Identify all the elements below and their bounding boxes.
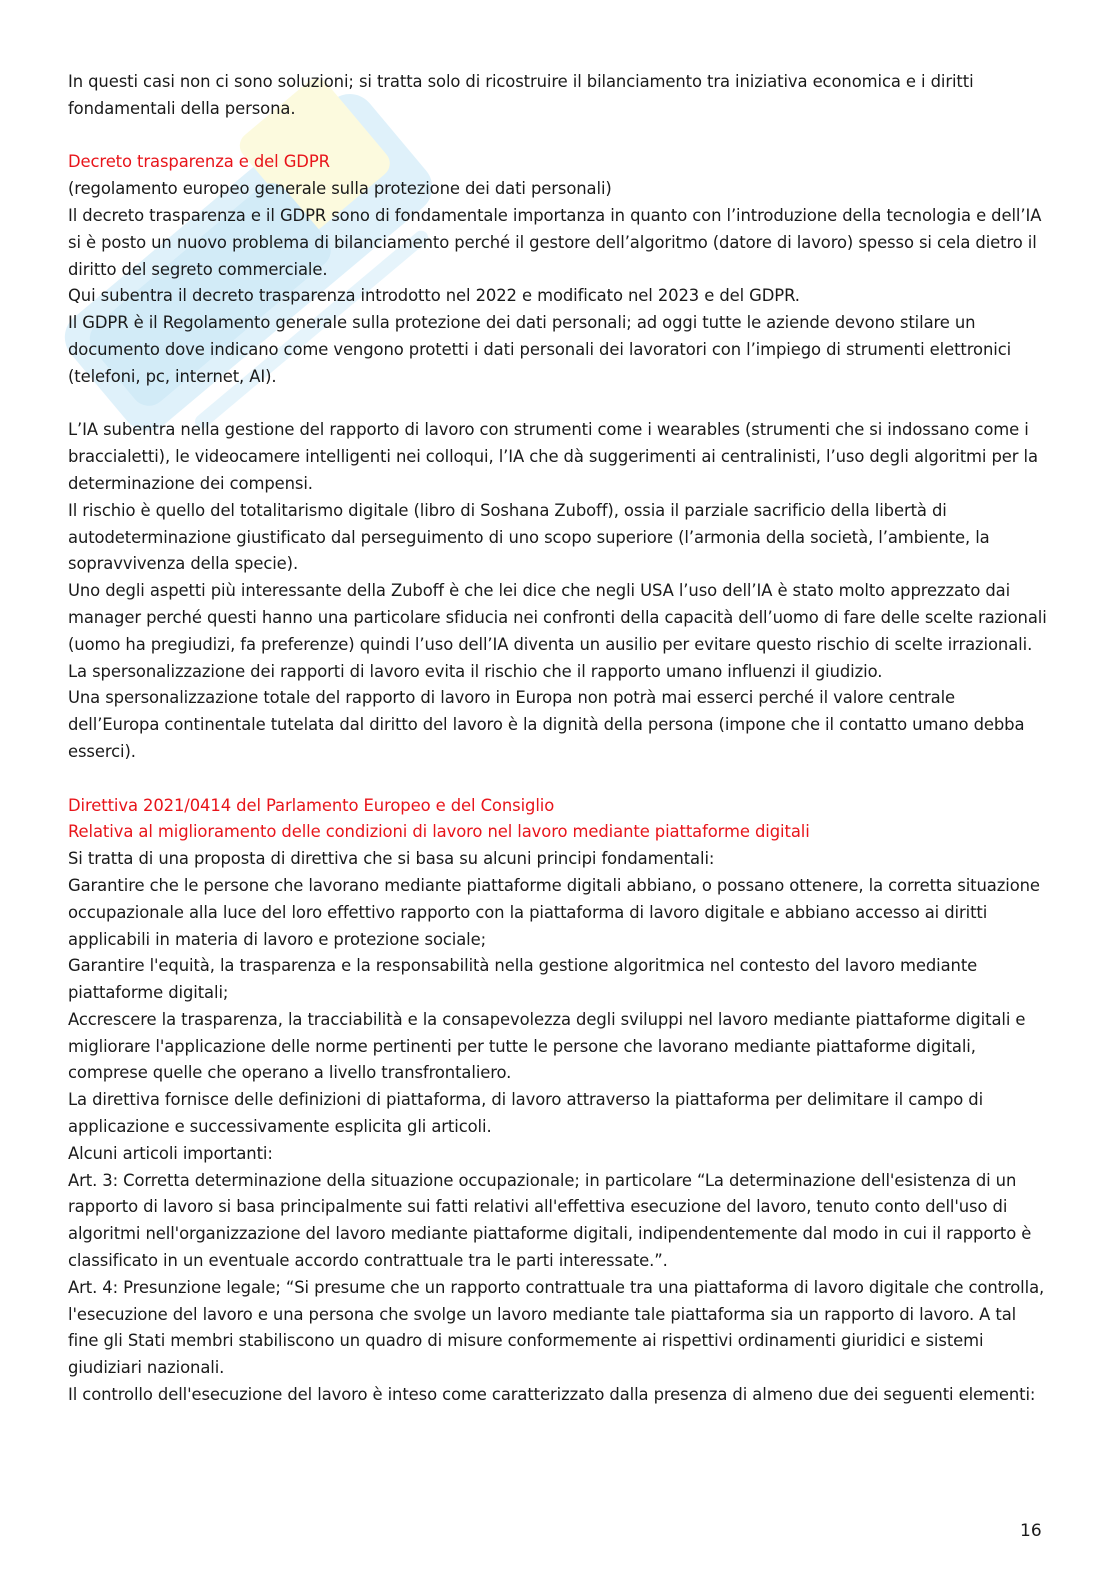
paragraph-gap — [68, 766, 1048, 793]
section-subheading: Relativa al miglioramento delle condizioni di lavoro nel lavoro mediante piattaforme digitali — [68, 822, 810, 842]
section-heading: Decreto trasparenza e del GDPR — [68, 152, 330, 172]
paragraph: Art. 3: Corretta determinazione della situazione occupazionale; in particolare “La determinazione dell'esistenza di un rapporto di lavoro si basa principalmente sui fatti relativi all'effettiva esecuzione del lavoro, tenuto conto dell'uso di algoritmi nell'organizzazione del lavoro mediante piattaforme digitali, indipendentemente dal modo in cui il rapporto è classificato in un eventuale accordo contrattuale tra le parti interessate.”. — [68, 1170, 1032, 1271]
paragraph: Il controllo dell'esecuzione del lavoro è inteso come caratterizzato dalla presenza di almeno due dei seguenti elementi: — [68, 1385, 1036, 1405]
paragraph: (regolamento europeo generale sulla protezione dei dati personali) — [68, 179, 612, 199]
paragraph: Accrescere la trasparenza, la tracciabilità e la consapevolezza degli sviluppi nel lavoro mediante piattaforme digitali e migliorare l'applicazione delle norme pertinenti per tutte le persone che lavorano mediante piattaforme digitali, comprese quelle che operano a livello transfrontaliero. — [68, 1009, 1026, 1083]
paragraph-gap — [68, 391, 1048, 418]
section-heading: Direttiva 2021/0414 del Parlamento Europeo e del Consiglio — [68, 795, 555, 815]
paragraph: Qui subentra il decreto trasparenza introdotto nel 2022 e modificato nel 2023 e del GDPR. — [68, 286, 800, 306]
paragraph: Uno degli aspetti più interessante della Zuboff è che lei dice che negli USA l’uso dell’IA è stato molto apprezzato dai manager perché questi hanno una particolare sfiducia nei confronti della capacità dell’uomo di fare delle scelte razionali (uomo ha pregiudizi, fa preferenze) quindi l’uso dell’IA diventa un ausilio per evitare questo rischio di scelte irrazionali. — [68, 581, 1047, 654]
paragraph: In questi casi non ci sono soluzioni; si tratta solo di ricostruire il bilanciamento tra iniziativa economica e i diritti fondamentali della persona. — [68, 72, 974, 118]
paragraph: La spersonalizzazione dei rapporti di lavoro evita il rischio che il rapporto umano influenzi il giudizio. — [68, 661, 883, 681]
paragraph: Il GDPR è il Regolamento generale sulla protezione dei dati personali; ad oggi tutte le aziende devono stilare un documento dove indicano come vengono protetti i dati personali dei lavoratori con l’impiego di strumenti elettronici (telefoni, pc, internet, AI). — [68, 313, 1012, 386]
paragraph: Si tratta di una proposta di direttiva che si basa su alcuni principi fondamentali: — [68, 849, 715, 869]
paragraph: Art. 4: Presunzione legale; “Si presume che un rapporto contrattuale tra una piattaforma di lavoro digitale che controlla, l'esecuzione del lavoro e una persona che svolge un lavoro mediante tale piattaforma sia un rapporto di lavoro. A tal fine gli Stati membri stabiliscono un quadro di misure conformemente ai rispettivi ordinamenti giuridici e sistemi giudiziari nazionali. — [68, 1277, 1045, 1378]
paragraph-gap — [68, 123, 1048, 150]
paragraph: Una spersonalizzazione totale del rapporto di lavoro in Europa non potrà mai esserci perché il valore centrale dell’Europa continentale tutelata dal diritto del lavoro è la dignità della persona (impone che il contatto umano debba esserci). — [68, 688, 1025, 761]
document-body — [68, 69, 1048, 1409]
paragraph: Garantire che le persone che lavorano mediante piattaforme digitali abbiano, o possano ottenere, la corretta situazione occupazionale alla luce del loro effettivo rapporto con la piattaforma di lavoro digitale e abbiano accesso ai diritti applicabili in materia di lavoro e protezione sociale; — [68, 875, 1040, 949]
page-number: 16 — [1020, 1521, 1042, 1541]
paragraph: Il rischio è quello del totalitarismo digitale (libro di Soshana Zuboff), ossia il parziale sacrificio della libertà di autodeterminazione giustificato dal perseguimento di uno scopo superiore (l’armonia della società, l’ambiente, la sopravvivenza della specie). — [68, 500, 990, 574]
paragraph: Alcuni articoli importanti: — [68, 1143, 273, 1163]
paragraph: L’IA subentra nella gestione del rapporto di lavoro con strumenti come i wearables (strumenti che si indossano come i braccialetti), le videocamere intelligenti nei colloqui, l’IA che dà suggerimenti ai centralinisti, l’uso degli algoritmi per la determinazione dei compensi. — [68, 420, 1038, 493]
paragraph: Garantire l'equità, la trasparenza e la responsabilità nella gestione algoritmica nel contesto del lavoro mediante piattaforme digitali; — [68, 956, 978, 1003]
paragraph: Il decreto trasparenza e il GDPR sono di fondamentale importanza in quanto con l’introduzione della tecnologia e dell’IA si è posto un nuovo problema di bilanciamento perché il gestore dell’algoritmo (datore di lavoro) spesso si cela dietro il diritto del segreto commerciale. — [68, 205, 1042, 279]
paragraph: La direttiva fornisce delle definizioni di piattaforma, di lavoro attraverso la piattaforma per delimitare il campo di applicazione e successivamente esplicita gli articoli. — [68, 1090, 984, 1137]
